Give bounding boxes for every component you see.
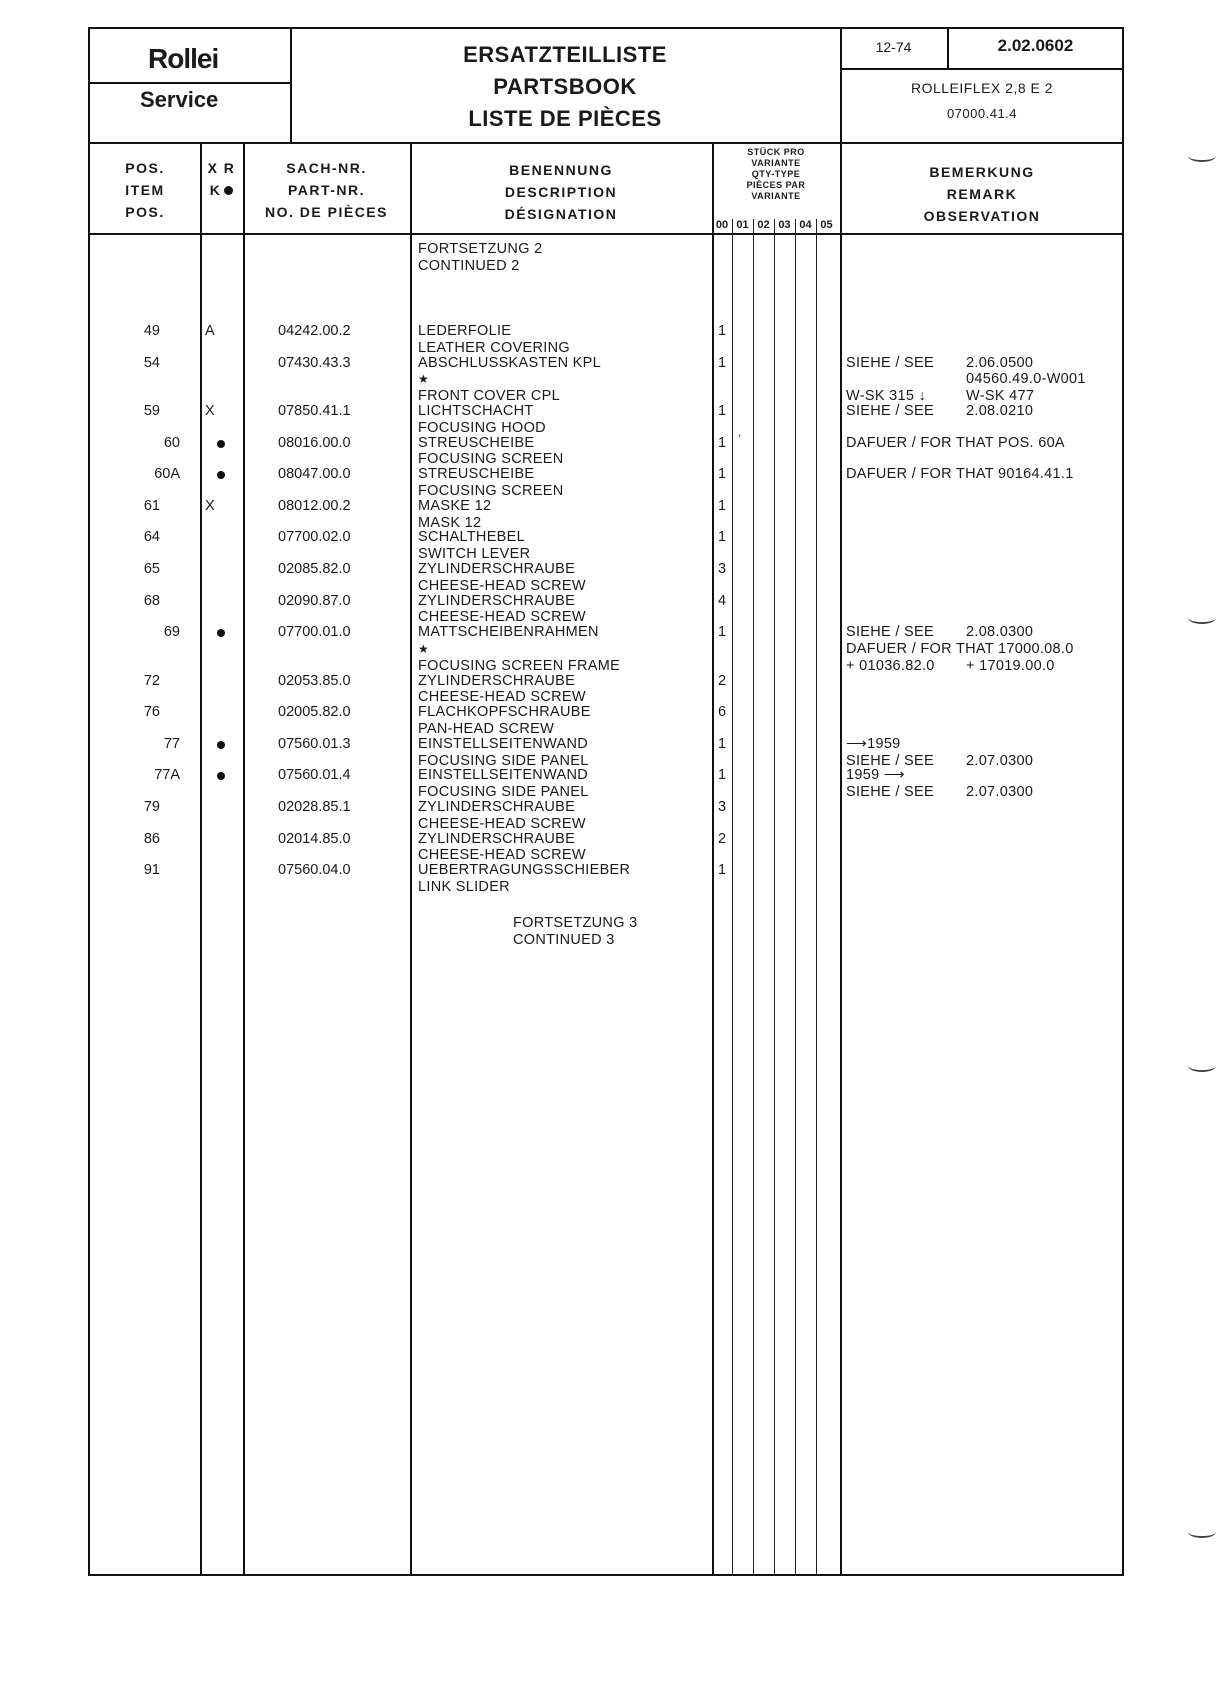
part-number: 07560.04.0 bbox=[278, 862, 351, 879]
part-number: 08047.00.0 bbox=[278, 466, 351, 483]
item-description: SCHALTHEBEL bbox=[418, 529, 525, 546]
part-number: 02053.85.0 bbox=[278, 672, 351, 689]
col-header-remark-en: REMARK bbox=[946, 186, 1018, 202]
item-remark: ⟶1959 bbox=[846, 735, 901, 752]
item-description: UEBERTRAGUNGSSCHIEBER bbox=[418, 862, 631, 879]
item-description: ZYLINDERSCHRAUBE bbox=[418, 592, 576, 609]
item-position: 49 bbox=[143, 323, 160, 339]
item-description: SWITCH LEVER bbox=[418, 546, 531, 563]
item-description: EINSTELLSEITENWAND bbox=[418, 735, 589, 752]
col-header-remark-de: BEMERKUNG bbox=[929, 164, 1035, 180]
col-header-name bbox=[410, 159, 712, 225]
col-header-part-fr: NO. DE PIÈCES bbox=[265, 204, 388, 220]
tick-mark: , bbox=[738, 427, 742, 439]
item-quantity: 2 bbox=[718, 830, 727, 847]
col-header-pos bbox=[90, 157, 200, 223]
col-header-xr-bottom bbox=[200, 179, 243, 201]
col-header-name-de: BENENNUNG bbox=[509, 162, 613, 178]
item-description: PAN-HEAD SCREW bbox=[418, 721, 555, 737]
title-de: ERSATZTEILLISTE bbox=[463, 42, 667, 67]
part-number: 07700.01.0 bbox=[278, 624, 351, 641]
item-position: 77 bbox=[163, 735, 180, 752]
brand-divider bbox=[90, 82, 290, 84]
variant-divider-5 bbox=[816, 219, 817, 1576]
item-position: 60 bbox=[163, 434, 180, 451]
variant-code: 04 bbox=[799, 219, 812, 231]
col-divider-xr bbox=[243, 142, 245, 1576]
item-description: CHEESE-HEAD SCREW bbox=[418, 577, 586, 594]
issue-date: 12-74 bbox=[875, 39, 912, 55]
item-quantity: 1 bbox=[718, 323, 727, 339]
part-number: 08016.00.0 bbox=[278, 434, 351, 451]
item-quantity: 3 bbox=[718, 799, 727, 815]
item-description: CHEESE-HEAD SCREW bbox=[418, 847, 586, 864]
item-position: 72 bbox=[143, 672, 160, 689]
item-flag: X bbox=[205, 497, 215, 514]
variant-code: 02 bbox=[757, 219, 770, 231]
item-remark: SIEHE / SEE bbox=[846, 403, 934, 419]
item-remark: SIEHE / SEE bbox=[846, 624, 934, 641]
item-description: ★ bbox=[418, 372, 430, 387]
col-header-qty-2: VARIANTE bbox=[751, 158, 801, 168]
item-description: CHEESE-HEAD SCREW bbox=[418, 609, 586, 626]
title-fr: LISTE DE PIÈCES bbox=[468, 106, 662, 131]
col-header-xr-top: X R bbox=[207, 160, 236, 176]
column-header-bottom-line bbox=[90, 233, 1124, 235]
item-description: FOCUSING SCREEN bbox=[418, 451, 564, 468]
col-header-part-de: SACH-NR. bbox=[286, 160, 367, 176]
item-description: STREUSCHEIBE bbox=[418, 434, 535, 451]
item-description: ZYLINDERSCHRAUBE bbox=[418, 830, 576, 847]
item-quantity: 2 bbox=[718, 672, 727, 689]
item-remark: W-SK 315 ↓ bbox=[846, 388, 927, 405]
col-header-name-en: DESCRIPTION bbox=[504, 184, 618, 200]
item-quantity: 1 bbox=[718, 529, 727, 546]
col-header-part bbox=[243, 157, 410, 223]
part-number: 07560.01.3 bbox=[278, 735, 351, 752]
col-header-qty-5: VARIANTE bbox=[751, 191, 801, 201]
part-number: 02005.82.0 bbox=[278, 704, 351, 721]
col-header-xr bbox=[200, 157, 243, 201]
item-position: 76 bbox=[143, 704, 160, 721]
item-description: CHEESE-HEAD SCREW bbox=[418, 815, 586, 832]
binder-mark bbox=[1188, 612, 1216, 624]
date-underline bbox=[840, 68, 1124, 70]
item-position: 59 bbox=[143, 403, 160, 419]
item-remark: DAFUER / FOR THAT 90164.41.1 bbox=[846, 466, 1074, 483]
item-description: FOCUSING SCREEN bbox=[418, 483, 564, 499]
variant-code: 00 bbox=[715, 219, 729, 231]
spare-part-dot-icon bbox=[217, 629, 225, 637]
item-description: ZYLINDERSCHRAUBE bbox=[418, 561, 576, 577]
continued-bottom-en: CONTINUED 3 bbox=[513, 932, 615, 948]
item-remark: + 01036.82.0 bbox=[846, 657, 935, 674]
item-description: ZYLINDERSCHRAUBE bbox=[418, 799, 576, 815]
item-description: MATTSCHEIBENRAHMEN bbox=[418, 624, 599, 641]
item-description: FOCUSING SIDE PANEL bbox=[418, 784, 589, 801]
item-description: LICHTSCHACHT bbox=[418, 403, 534, 419]
item-position: 79 bbox=[143, 799, 160, 815]
col-header-pos-fr: POS. bbox=[125, 204, 165, 220]
item-remark-ref: 04560.49.0-W001 bbox=[966, 371, 1086, 388]
header-bottom-line bbox=[90, 142, 1124, 144]
part-number: 04242.00.2 bbox=[278, 323, 351, 339]
continued-top-en: CONTINUED 2 bbox=[418, 258, 520, 274]
item-description: LINK SLIDER bbox=[418, 879, 510, 895]
item-description: EINSTELLSEITENWAND bbox=[418, 767, 589, 784]
item-position: 54 bbox=[143, 354, 160, 371]
item-quantity: 1 bbox=[718, 403, 727, 419]
part-number: 02085.82.0 bbox=[278, 561, 351, 577]
item-quantity: 4 bbox=[718, 592, 727, 609]
item-remark-ref: 2.08.0300 bbox=[966, 624, 1034, 641]
item-position: 68 bbox=[143, 592, 160, 609]
item-remark-ref: 2.06.0500 bbox=[966, 354, 1034, 371]
brand-logo: Rollei bbox=[148, 43, 219, 74]
item-description: CHEESE-HEAD SCREW bbox=[418, 689, 586, 706]
model-number: 07000.41.4 bbox=[946, 106, 1018, 121]
variant-divider-4 bbox=[795, 219, 796, 1576]
spare-part-dot-icon bbox=[217, 471, 225, 479]
item-quantity: 6 bbox=[718, 704, 727, 721]
item-quantity: 1 bbox=[718, 497, 727, 514]
col-header-qty-1: STÜCK PRO bbox=[747, 147, 805, 157]
variant-codes bbox=[712, 219, 840, 231]
part-number: 07850.41.1 bbox=[278, 403, 351, 419]
item-remark: DAFUER / FOR THAT POS. 60A bbox=[846, 434, 1065, 451]
item-remark-ref: 2.08.0210 bbox=[966, 403, 1034, 419]
item-description: ABSCHLUSSKASTEN KPL bbox=[418, 354, 601, 371]
item-description: FLACHKOPFSCHRAUBE bbox=[418, 704, 591, 721]
item-position: 61 bbox=[143, 497, 160, 514]
variant-code: 01 bbox=[736, 219, 749, 231]
item-position: 64 bbox=[143, 529, 160, 546]
item-description: MASKE 12 bbox=[418, 497, 492, 514]
item-remark: 1959 ⟶ bbox=[846, 767, 905, 784]
item-flag: X bbox=[205, 403, 215, 419]
item-description: LEATHER COVERING bbox=[418, 339, 570, 356]
item-position: 86 bbox=[143, 830, 160, 847]
item-quantity: 1 bbox=[718, 354, 727, 371]
col-header-part-en: PART-NR. bbox=[287, 182, 366, 198]
col-divider-remark bbox=[840, 142, 842, 1576]
item-remark: SIEHE / SEE bbox=[846, 784, 934, 801]
item-flag: A bbox=[205, 323, 215, 339]
item-quantity: 1 bbox=[718, 434, 727, 451]
item-quantity: 1 bbox=[718, 735, 727, 752]
model-name: ROLLEIFLEX 2,8 E 2 bbox=[910, 80, 1054, 96]
item-position: 77A bbox=[154, 767, 180, 784]
spare-part-dot-icon bbox=[217, 741, 225, 749]
item-description: ★ bbox=[418, 642, 430, 656]
item-position: 65 bbox=[143, 561, 160, 577]
col-header-remark bbox=[840, 161, 1124, 227]
item-description: STREUSCHEIBE bbox=[418, 466, 535, 483]
item-quantity: 1 bbox=[718, 862, 727, 879]
item-remark-ref: + 17019.00.0 bbox=[966, 657, 1055, 674]
binder-mark bbox=[1188, 1526, 1216, 1538]
part-number: 07700.02.0 bbox=[278, 529, 351, 546]
item-description: FRONT COVER CPL bbox=[418, 388, 561, 405]
part-number: 07560.01.4 bbox=[278, 767, 351, 784]
col-header-qty-3: QTY-TYPE bbox=[751, 169, 801, 179]
item-quantity: 1 bbox=[718, 624, 727, 641]
spare-dot-icon bbox=[224, 186, 233, 195]
brand-service: Service bbox=[140, 87, 219, 112]
part-number: 02014.85.0 bbox=[278, 830, 351, 847]
col-divider-name bbox=[712, 142, 714, 1576]
variant-divider-3 bbox=[774, 219, 775, 1576]
continued-top-de: FORTSETZUNG 2 bbox=[418, 241, 543, 257]
col-divider-part bbox=[410, 142, 412, 1576]
col-header-qty-4: PIÈCES PAR bbox=[746, 180, 806, 190]
item-description: FOCUSING HOOD bbox=[418, 419, 546, 436]
col-header-qty bbox=[712, 147, 840, 202]
item-position: 69 bbox=[163, 624, 180, 641]
part-number: 02090.87.0 bbox=[278, 592, 351, 609]
item-remark-ref: 2.07.0300 bbox=[966, 752, 1034, 769]
item-remark-ref: 2.07.0300 bbox=[966, 784, 1034, 801]
variant-divider-2 bbox=[753, 219, 754, 1576]
col-header-remark-fr: OBSERVATION bbox=[923, 208, 1041, 224]
binder-mark bbox=[1188, 150, 1216, 162]
col-header-name-fr: DÉSIGNATION bbox=[504, 206, 618, 222]
part-number: 02028.85.1 bbox=[278, 799, 351, 815]
col-header-pos-de: POS. bbox=[125, 160, 165, 176]
binder-mark bbox=[1188, 1060, 1216, 1072]
variant-divider-1 bbox=[732, 219, 733, 1576]
item-quantity: 3 bbox=[718, 561, 727, 577]
title-en: PARTSBOOK bbox=[493, 74, 637, 99]
item-remark-ref: W-SK 477 bbox=[966, 388, 1035, 405]
item-position: 60A bbox=[154, 466, 180, 483]
item-description: ZYLINDERSCHRAUBE bbox=[418, 672, 576, 689]
item-description: LEDERFOLIE bbox=[418, 323, 512, 339]
item-quantity: 1 bbox=[718, 767, 727, 784]
item-remark: SIEHE / SEE bbox=[846, 752, 934, 769]
spare-part-dot-icon bbox=[217, 772, 225, 780]
item-description: FOCUSING SIDE PANEL bbox=[418, 752, 589, 769]
item-description: MASK 12 bbox=[418, 514, 482, 531]
item-remark: DAFUER / FOR THAT 17000.08.0 bbox=[846, 641, 1074, 657]
col-header-k: K bbox=[209, 182, 222, 198]
variant-code: 05 bbox=[820, 219, 833, 231]
sheet-number: 2.02.0602 bbox=[997, 36, 1074, 55]
variant-code: 03 bbox=[778, 219, 791, 231]
item-description: FOCUSING SCREEN FRAME bbox=[418, 657, 621, 674]
item-quantity: 1 bbox=[718, 466, 727, 483]
item-remark: SIEHE / SEE bbox=[846, 354, 934, 371]
col-divider-pos bbox=[200, 142, 202, 1576]
continued-bottom-de: FORTSETZUNG 3 bbox=[513, 915, 638, 931]
item-position: 91 bbox=[143, 862, 160, 879]
part-number: 07430.43.3 bbox=[278, 354, 351, 371]
part-number: 08012.00.2 bbox=[278, 497, 351, 514]
parts-sheet bbox=[88, 27, 1124, 1576]
spare-part-dot-icon bbox=[217, 440, 225, 448]
title-block bbox=[290, 39, 840, 135]
col-header-pos-en: ITEM bbox=[125, 182, 165, 198]
